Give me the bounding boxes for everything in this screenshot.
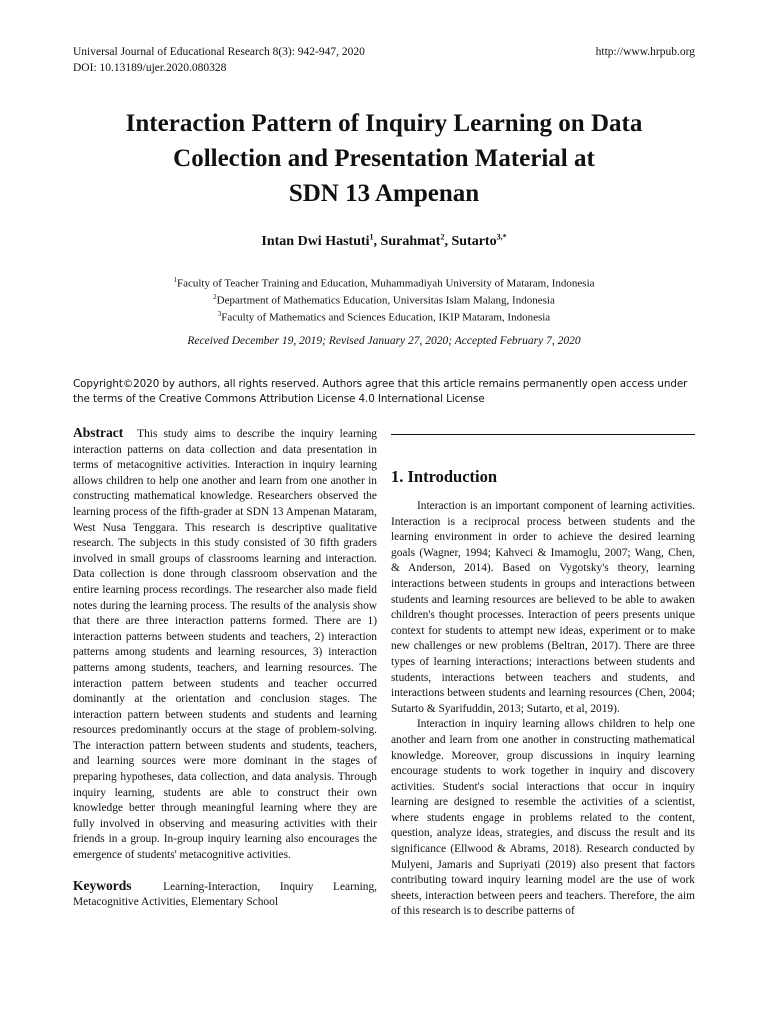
- paper-title: [60, 106, 708, 211]
- author: Intan Dwi Hastuti$^1$,: [261, 232, 381, 249]
- abstract-text: This study aims to describe the inquiry learning interaction patterns on data collection and data presentation in terms of metacognitive activities. Interaction in inquiry learning allows children to help one another and learn from one another in constructing mathematical knowledge. Researchers observed the learning process of the fifth-grader at SDN 13 Ampenan Mataram, West Nusa Tenggara. This research is descriptive qualitative research. The subjects in this study consisted of 30 fifth graders involved in small groups of classrooms learning and interaction. Data collection is done through classroom observation and the entire learning process recordings. The researcher also made field notes during the learning process. The results of the analysis show that there are three interaction patterns formed. There are 1) interaction patterns between students and teachers, 2) interaction patterns among students and learning resources, 3) interaction patterns among students, teachers, and learning resources. The interaction pattern between students and teacher occurred dominantly at the orientation and conclusion stages. The interaction pattern between students and students and learning resources predominantly occurs at the stage of problem-solving. The interaction pattern between students and students, teachers, and learning sources were more dominant in the stages of preparing hypotheses, data collection, and data analysis. Through inquiry learning, students are able to construct their own knowledge better through meaningful learning where they are fully involved in observing and measuring activities with their friends in a group. In-group inquiry learning also encourages the emergence of students' metacognitive activities.: [73, 428, 377, 862]
- abstract-heading: Abstract: [73, 425, 124, 440]
- journal-citation: Universal Journal of Educational Research 8(3): 942-947, 2020: [73, 46, 365, 58]
- affiliation: $^1$Faculty of Teacher Training and Education, Muhammadiyah University of Mataram, Indonesia: [173, 276, 595, 290]
- author-list: [60, 232, 708, 250]
- intro-paragraph: Interaction in inquiry learning allows children to help one another and learn from one another in constructing mathematical knowledge. Moreover, group discussions in inquiry learning encourage students to work together in inquiry and discovery activities. Student's social interactions that occur in inquiry learning are designed to resemble the activities of a scientist, where students engage in problems related to the content, question, analyze ideas, strategies, and discuss the result and its significance (Ellwood & Abrams, 2018). Research conducted by Mulyeni, Jamaris and Supriyati (2019) also present that factors contributing toward inquiry learning model are the use of work sheets, interaction between peers and teachers. Therefore, the aim of this research is to describe patterns of: [391, 718, 695, 918]
- affiliation: $^2$Department of Mathematics Education, Universitas Islam Malang, Indonesia: [213, 293, 555, 307]
- section-divider: [391, 434, 695, 435]
- right-column: [391, 425, 695, 920]
- doi: DOI: 10.13189/ujer.2020.080328: [73, 62, 227, 74]
- keywords: [73, 878, 377, 911]
- intro-paragraph: Interaction is an important component of learning activities. Interaction is a reciprocal process between students and the learning environment in order to achieve the desired learning goals (Wagner, 1994; Kahveci & Imamoglu, 2007; Wang, Chen, & Anderson, 2014). Based on Vygotsky's theory, learning interactions between students in groups and interactions between students and learning resources are believed to be able to awaken children's thought processes. Interaction of peers presents unique context for students to attempt new ideas, experiment or to make new challenges or new problems (Beltran, 2017). There are three types of learning interactions; interactions between students and students, interactions between teachers and students, and interactions between students and learning resources (Chen, 2004; Sutarto & Syarifuddin, 2013; Sutarto, et al, 2019).: [391, 500, 695, 715]
- affiliations: [60, 274, 708, 325]
- abstract: [73, 425, 377, 864]
- copyright-notice: Copyright©2020 by authors, all rights reserved. Authors agree that this article remains permanently open access under the terms of the Creative Commons Attribution License 4.0 International License: [73, 378, 688, 405]
- section-heading-introduction: 1. Introduction: [391, 467, 498, 486]
- title-line: SDN 13 Ampenan: [288, 180, 480, 207]
- publication-dates: Received December 19, 2019; Revised January 27, 2020; Accepted February 7, 2020: [187, 335, 581, 347]
- author: Surahmat$^2$,: [380, 232, 452, 249]
- affiliation: $^3$Faculty of Mathematics and Sciences Education, IKIP Mataram, Indonesia: [217, 310, 551, 324]
- author: Sutarto$^{3,*}$: [451, 232, 507, 249]
- journal-url[interactable]: http://www.hrpub.org: [595, 46, 695, 58]
- title-line: Collection and Presentation Material at: [173, 145, 595, 172]
- left-column: [73, 425, 377, 911]
- keywords-heading: Keywords: [73, 877, 132, 893]
- journal-header: [73, 44, 365, 76]
- keywords-text: Learning-Interaction, Inquiry Learning, Metacognitive Activities, Elementary School: [73, 880, 377, 909]
- title-line: Interaction Pattern of Inquiry Learning on Data: [125, 110, 643, 137]
